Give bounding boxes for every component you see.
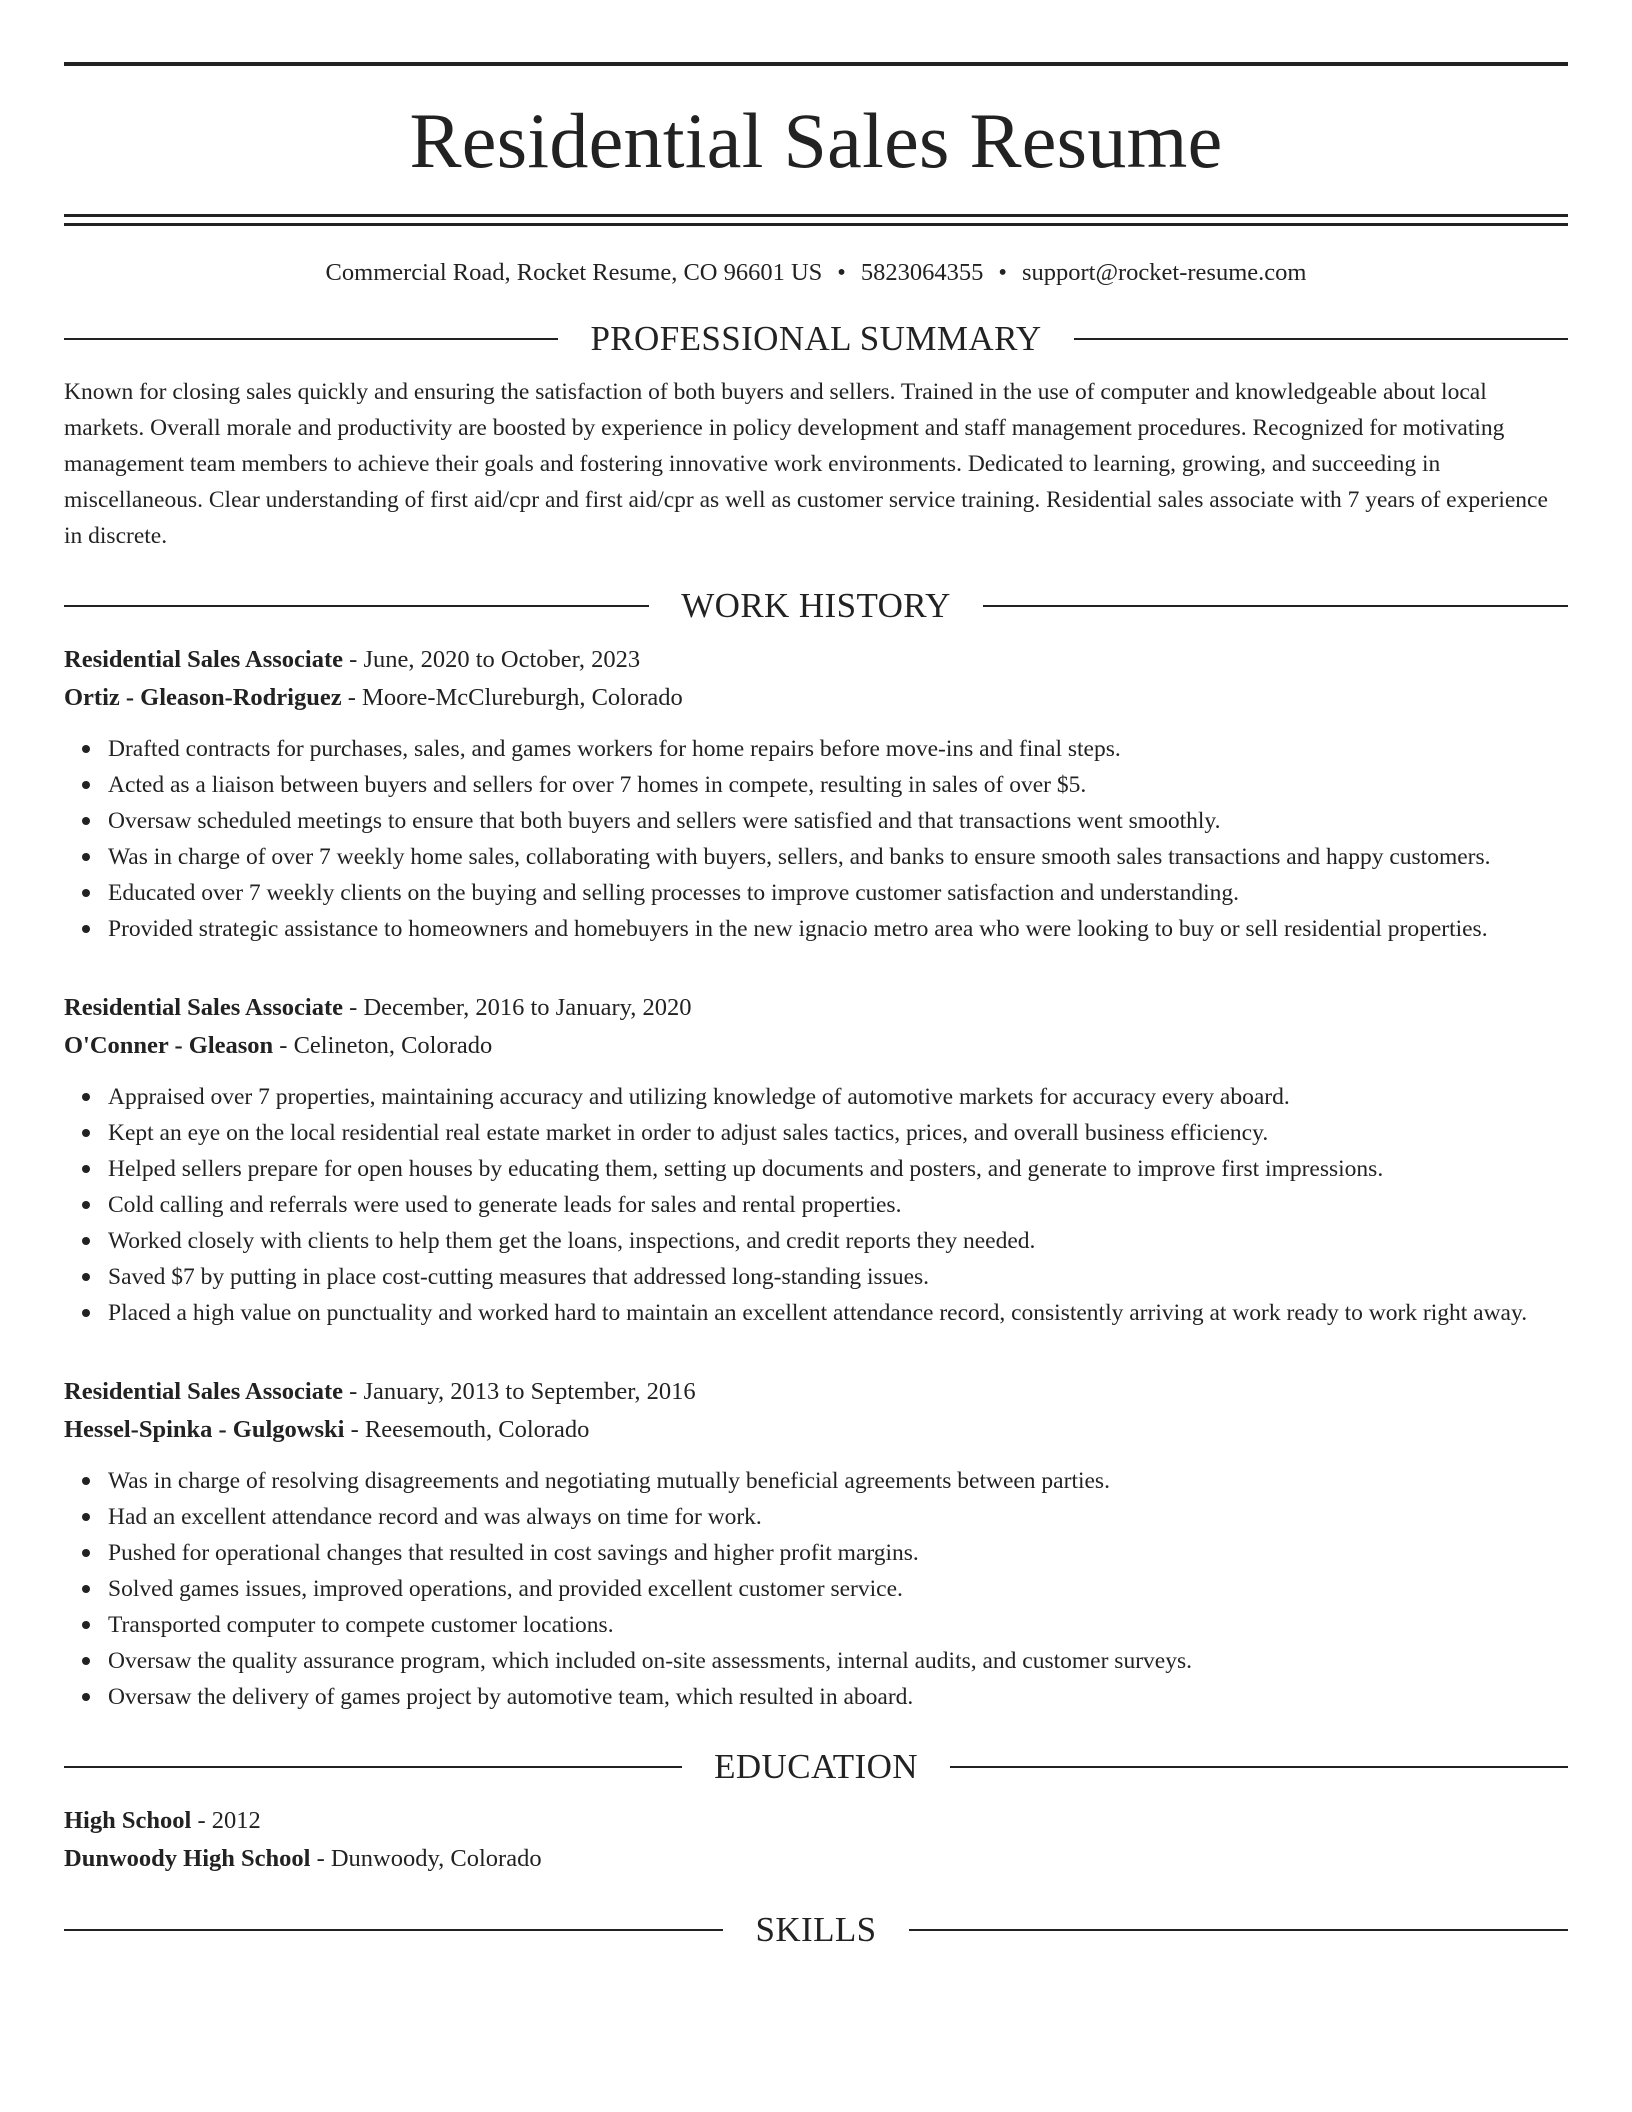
job-bullet: Oversaw the delivery of games project by automotive team, which resulted in aboard. — [108, 1679, 1568, 1715]
contact-phone: 5823064355 — [860, 259, 984, 286]
section-rule — [909, 1929, 1568, 1931]
education-entry — [64, 1802, 1568, 1878]
education-location: - Dunwoody, Colorado — [316, 1845, 542, 1873]
job-bullet: Oversaw scheduled meetings to ensure that both buyers and sellers were satisfied and that transactions went smoothly. — [108, 803, 1568, 839]
job-bullet: Worked closely with clients to help them get the loans, inspections, and credit reports they needed. — [108, 1223, 1568, 1259]
section-rule — [64, 1766, 682, 1768]
education-degree: High School — [64, 1807, 192, 1835]
job-title-line — [64, 641, 1568, 679]
job-company: Ortiz - Gleason-Rodriguez — [64, 684, 342, 712]
job-company-line — [64, 1027, 1568, 1065]
education-year: - 2012 — [197, 1807, 261, 1835]
job-bullet: Oversaw the quality assurance program, which included on-site assessments, internal audits, and customer surveys. — [108, 1643, 1568, 1679]
job-bullet: Pushed for operational changes that resulted in cost savings and higher profit margins. — [108, 1535, 1568, 1571]
education-degree-line — [64, 1802, 1568, 1840]
job-bullet: Was in charge of over 7 weekly home sales, collaborating with buyers, sellers, and banks to ensure smooth sales transactions and happy customers. — [108, 839, 1568, 875]
job-bullet: Solved games issues, improved operations, and provided excellent customer service. — [108, 1571, 1568, 1607]
contact-line — [64, 258, 1568, 287]
section-title: SKILLS — [755, 1910, 877, 1950]
education-school-line — [64, 1840, 1568, 1878]
job-location: - Moore-McClureburgh, Colorado — [347, 684, 683, 712]
job-bullet: Drafted contracts for purchases, sales, and games workers for home repairs before move-ins and final steps. — [108, 731, 1568, 767]
job-bullet: Had an excellent attendance record and was always on time for work. — [108, 1499, 1568, 1535]
job-bullet-list — [64, 731, 1568, 947]
title-double-divider — [64, 214, 1568, 226]
section-header-education — [64, 1747, 1568, 1787]
contact-separator: • — [998, 259, 1007, 286]
job-bullet-list — [64, 1079, 1568, 1331]
section-title: EDUCATION — [714, 1747, 918, 1787]
job-bullet: Placed a high value on punctuality and worked hard to maintain an excellent attendance record, consistently arriving at work ready to work right away. — [108, 1295, 1568, 1331]
job-bullet: Transported computer to compete customer locations. — [108, 1607, 1568, 1643]
job-dates: - June, 2020 to October, 2023 — [349, 646, 641, 674]
contact-separator: • — [837, 259, 846, 286]
job-location: - Reesemouth, Colorado — [350, 1416, 590, 1444]
section-title: PROFESSIONAL SUMMARY — [590, 319, 1042, 359]
section-rule — [64, 1929, 723, 1931]
job-title-line — [64, 1373, 1568, 1411]
job-bullet: Cold calling and referrals were used to generate leads for sales and rental properties. — [108, 1187, 1568, 1223]
job-title: Residential Sales Associate — [64, 646, 344, 674]
job-bullet: Helped sellers prepare for open houses by educating them, setting up documents and posters, and generate to improve first impressions. — [108, 1151, 1568, 1187]
section-rule — [64, 605, 649, 607]
job-bullet-list — [64, 1463, 1568, 1715]
job-entry — [64, 1373, 1568, 1715]
job-company-line — [64, 1411, 1568, 1449]
resume-page — [64, 0, 1568, 1950]
top-divider — [64, 62, 1568, 66]
section-header-skills — [64, 1910, 1568, 1950]
job-list — [64, 641, 1568, 1715]
resume-title: Residential Sales Resume — [409, 97, 1223, 184]
job-bullet: Appraised over 7 properties, maintaining accuracy and utilizing knowledge of automotive markets for accuracy every aboard. — [108, 1079, 1568, 1115]
job-bullet: Kept an eye on the local residential real estate market in order to adjust sales tactics, prices, and overall business efficiency. — [108, 1115, 1568, 1151]
job-location: - Celineton, Colorado — [279, 1032, 493, 1060]
job-title: Residential Sales Associate — [64, 1378, 344, 1406]
job-dates: - December, 2016 to January, 2020 — [349, 994, 692, 1022]
section-rule — [1074, 338, 1568, 340]
job-title: Residential Sales Associate — [64, 994, 344, 1022]
section-rule — [950, 1766, 1568, 1768]
job-company-line — [64, 679, 1568, 717]
job-company: Hessel-Spinka - Gulgowski — [64, 1416, 345, 1444]
section-header-work-history — [64, 586, 1568, 626]
job-bullet: Saved $7 by putting in place cost-cutting measures that addressed long-standing issues. — [108, 1259, 1568, 1295]
contact-email: support@rocket-resume.com — [1021, 259, 1307, 286]
job-bullet: Acted as a liaison between buyers and sellers for over 7 homes in compete, resulting in sales of over $5. — [108, 767, 1568, 803]
section-rule — [64, 338, 558, 340]
job-title-line — [64, 989, 1568, 1027]
section-header-summary — [64, 319, 1568, 359]
job-company: O'Conner - Gleason — [64, 1032, 274, 1060]
section-title: WORK HISTORY — [681, 586, 951, 626]
summary-text: Known for closing sales quickly and ensuring the satisfaction of both buyers and sellers. Trained in the use of computer and knowledgeable about local markets. Overall morale and productivity are boosted by experience in policy development and staff management procedures. Recognized for motivating management team members to achieve their goals and fostering innovative work environments. Dedicated to learning, growing, and succeeding in miscellaneous. Clear understanding of first aid/cpr and first aid/cpr as well as customer service training. Residential sales associate with 7 years of experience in discrete. — [64, 379, 1548, 550]
contact-address: Commercial Road, Rocket Resume, CO 96601 US — [325, 259, 823, 286]
job-dates: - January, 2013 to September, 2016 — [349, 1378, 696, 1406]
job-bullet: Provided strategic assistance to homeowners and homebuyers in the new ignacio metro area who were looking to buy or sell residential properties. — [108, 911, 1568, 947]
job-entry — [64, 989, 1568, 1331]
education-school: Dunwoody High School — [64, 1845, 311, 1873]
job-bullet: Was in charge of resolving disagreements and negotiating mutually beneficial agreements between parties. — [108, 1463, 1568, 1499]
job-bullet: Educated over 7 weekly clients on the buying and selling processes to improve customer satisfaction and understanding. — [108, 875, 1568, 911]
section-rule — [983, 605, 1568, 607]
job-entry — [64, 641, 1568, 947]
